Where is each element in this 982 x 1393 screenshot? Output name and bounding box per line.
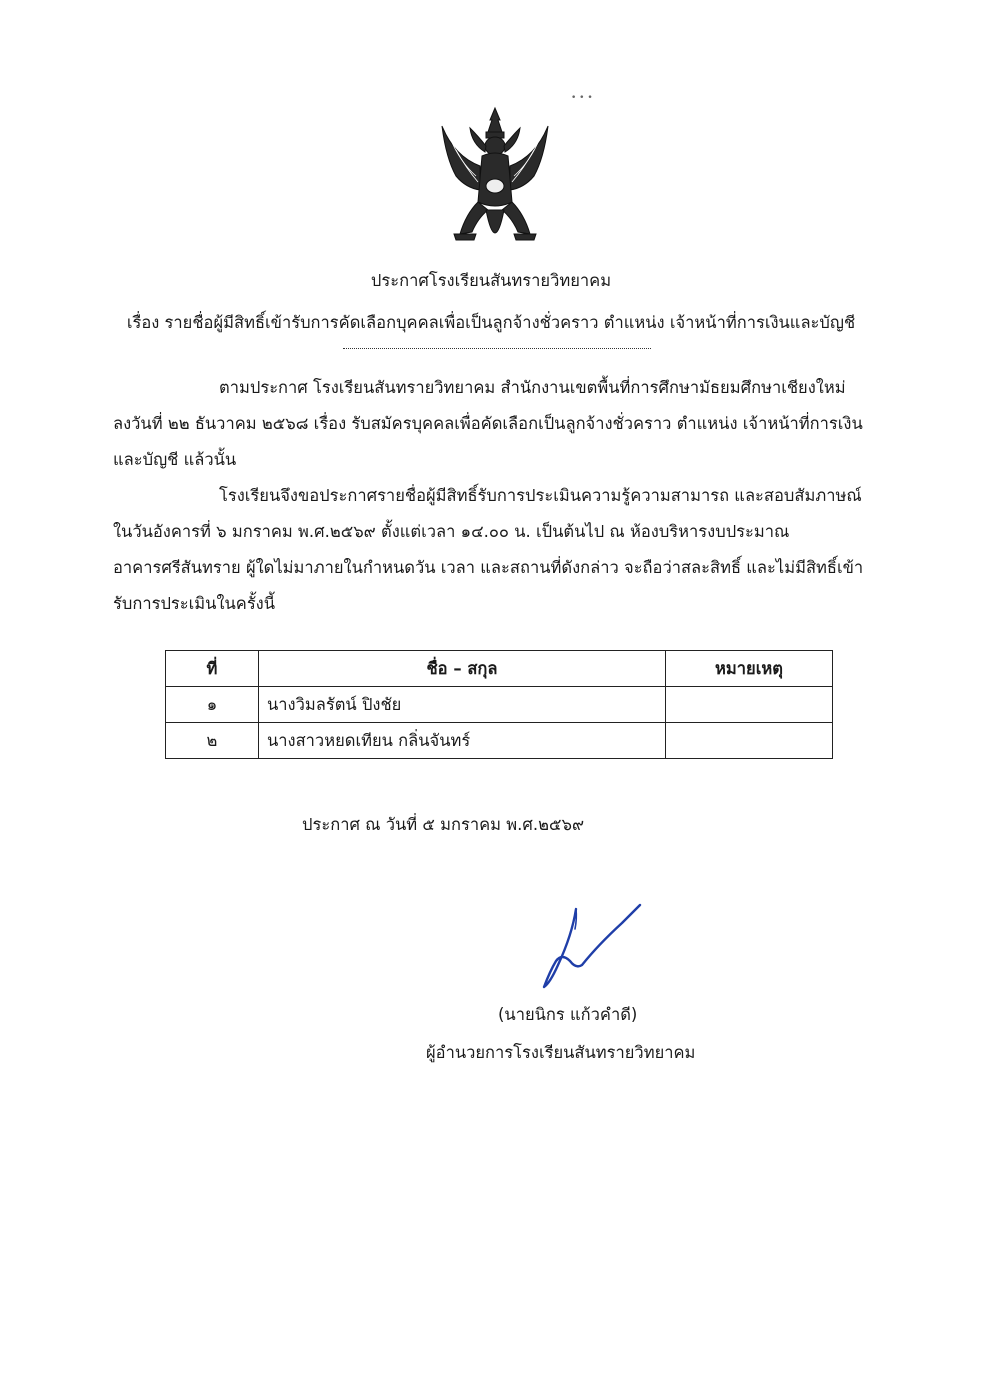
- column-header-no: ที่: [166, 651, 259, 687]
- candidate-remark: [666, 723, 833, 759]
- table-row: [166, 687, 833, 723]
- scan-mark: • • •: [571, 93, 593, 103]
- announcement-title: ประกาศโรงเรียนสันทรายวิทยาคม: [370, 271, 612, 290]
- row-number: ๑: [166, 687, 259, 723]
- candidate-name: นางสาวหยดเทียน กลิ่นจันทร์: [259, 723, 666, 759]
- candidate-remark: [666, 687, 833, 723]
- column-header-name: ชื่อ – สกุล: [259, 651, 666, 687]
- paragraph-line: อาคารศรีสันทราย ผู้ใดไม่มาภายในกำหนดวัน เวลา และสถานที่ดังกล่าว จะถือว่าสละสิทธิ์ และไม่มีสิทธิ์เข้า: [113, 558, 864, 577]
- garuda-emblem-icon: [436, 106, 554, 258]
- dotted-divider: [343, 348, 651, 349]
- paragraph-line: ในวันอังคารที่ ๖ มกราคม พ.ศ.๒๕๖๙ ตั้งแต่เวลา ๑๔.๐๐ น. เป็นต้นไป ณ ห้องบริหารงบประมาณ: [113, 522, 790, 541]
- signer-name: (นายนิกร แก้วคำดี): [498, 1005, 638, 1024]
- table-row: [166, 723, 833, 759]
- paragraph-line: ตามประกาศ โรงเรียนสันทรายวิทยาคม สำนักงานเขตพื้นที่การศึกษามัธยมศึกษาเชียงใหม่: [219, 378, 846, 397]
- candidates-table: [165, 650, 833, 759]
- paragraph-line: และบัญชี แล้วนั้น: [113, 450, 237, 469]
- candidate-name: นางวิมลรัตน์ ปิงชัย: [259, 687, 666, 723]
- paragraph-line: รับการประเมินในครั้งนี้: [113, 594, 276, 613]
- handwritten-signature: [528, 895, 650, 995]
- paragraph-line: โรงเรียนจึงขอประกาศรายชื่อผู้มีสิทธิ์รับการประเมินความรู้ความสามารถ และสอบสัมภาษณ์: [219, 486, 862, 505]
- column-header-remark: หมายเหตุ: [666, 651, 833, 687]
- signer-title: ผู้อำนวยการโรงเรียนสันทรายวิทยาคม: [426, 1043, 696, 1062]
- paragraph-line: ลงวันที่ ๒๒ ธันวาคม ๒๕๖๘ เรื่อง รับสมัครบุคคลเพื่อคัดเลือกเป็นลูกจ้างชั่วคราว ตำแหน่ง เจ้าหน้าที่การเงิน: [113, 414, 863, 433]
- table-header-row: [166, 651, 833, 687]
- row-number: ๒: [166, 723, 259, 759]
- paragraph-announcement: [113, 478, 876, 622]
- paragraph-reference: [113, 370, 876, 478]
- announcement-date: ประกาศ ณ วันที่ ๕ มกราคม พ.ศ.๒๕๖๙: [302, 815, 585, 834]
- announcement-subject: เรื่อง รายชื่อผู้มีสิทธิ์เข้ารับการคัดเลือกบุคคลเพื่อเป็นลูกจ้างชั่วคราว ตำแหน่ง เจ้าหน้าที่การเงินและบัญชี: [126, 313, 856, 332]
